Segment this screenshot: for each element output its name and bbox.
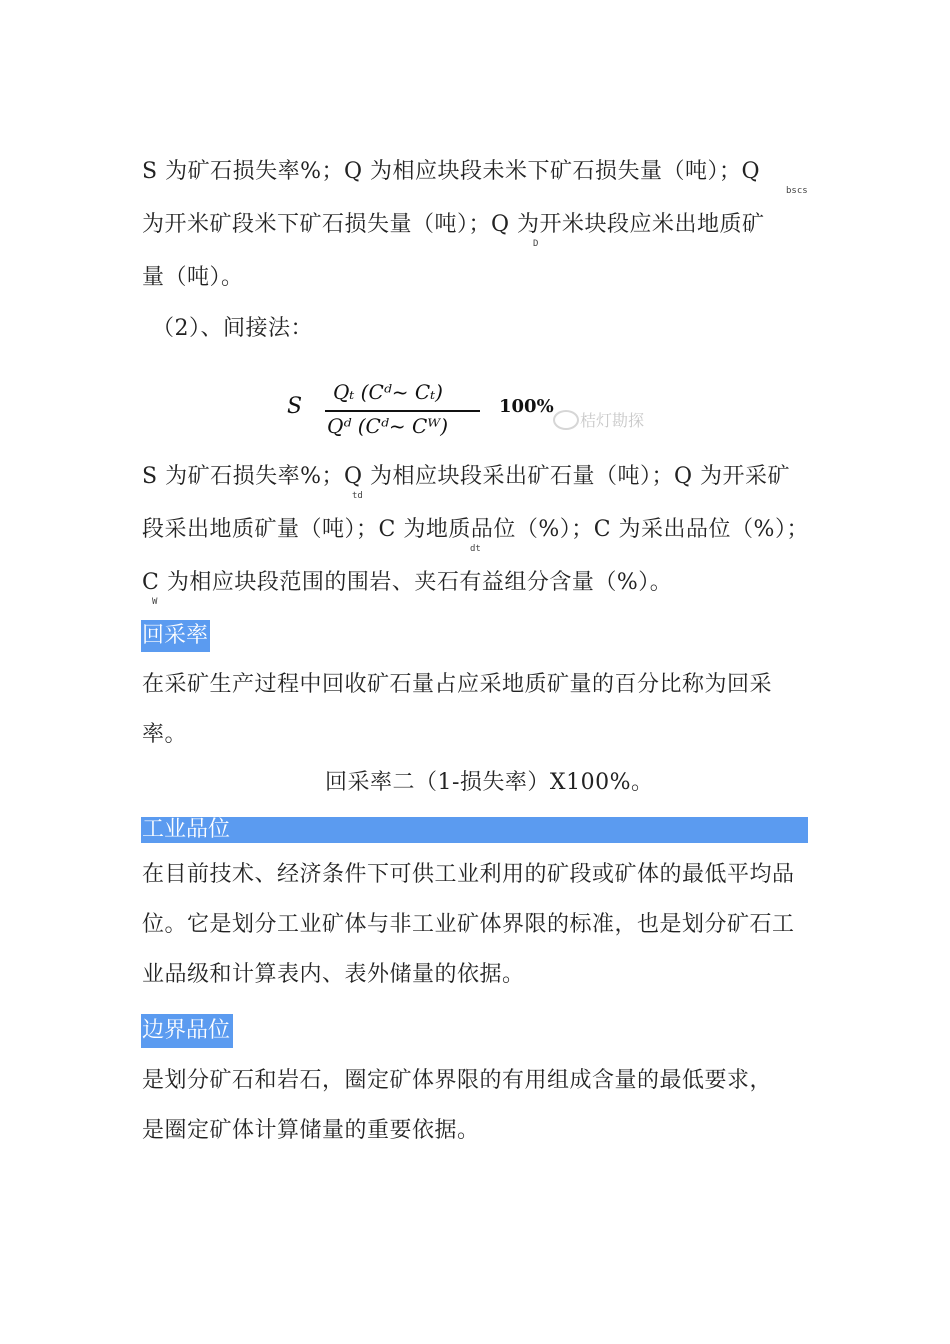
loss-rate-formula-image xyxy=(285,380,665,440)
text-line: 段采出地质矿量（吨）；C 为地质品位（%）；C 为采出品位（%）； xyxy=(142,517,809,542)
text-line: S 为矿石损失率%；Q 为相应块段未米下矿石损失量（吨）；Q xyxy=(142,159,761,184)
text-line: 在采矿生产过程中回收矿石量占应采地质矿量的百分比称为回采 xyxy=(142,672,773,697)
indirect-method-label: （2）、间接法： xyxy=(152,316,313,341)
recovery-formula: 回采率二（1-损失率）X100%。 xyxy=(325,770,654,795)
subscript-label: dt xyxy=(470,544,481,554)
subscript-label: D xyxy=(533,239,539,249)
text-line: S 为矿石损失率%；Q 为相应块段采出矿石量（吨）；Q 为开采矿 xyxy=(142,464,791,489)
formula-numerator: Qₜ (Cᵈ~ Cₜ) xyxy=(333,380,443,404)
text-line: 为开米矿段米下矿石损失量（吨）；Q 为开米块段应米出地质矿 xyxy=(142,212,765,237)
watermark-text: 桔灯勘探 xyxy=(580,411,645,430)
text-line: 率。 xyxy=(142,722,188,747)
formula-denominator: Qᵈ (Cᵈ~ Cᵂ) xyxy=(327,414,449,438)
subscript-label: bscs xyxy=(786,186,808,196)
section-heading-industrial-grade: 工业品位 xyxy=(141,817,808,843)
text-line: 在目前技术、经济条件下可供工业利用的矿段或矿体的最低平均品 xyxy=(142,862,795,887)
subscript-label: W xyxy=(152,597,158,607)
text-line: 量（吨）。 xyxy=(142,265,244,290)
section-heading-recovery: 回采率 xyxy=(141,620,210,652)
subscript-label: td xyxy=(352,491,363,501)
watermark-logo-icon xyxy=(553,410,579,430)
section-heading-cutoff-grade: 边界品位 xyxy=(141,1014,233,1048)
formula-lhs: S xyxy=(287,394,303,419)
text-line: 是划分矿石和岩石，圈定矿体界限的有用组成含量的最低要求， xyxy=(142,1068,773,1093)
text-line: 业品级和计算表内、表外储量的依据。 xyxy=(142,962,525,987)
text-line: C 为相应块段范围的围岩、夹石有益组分含量（%）。 xyxy=(142,570,673,595)
fraction-bar xyxy=(325,410,480,412)
text-line: 是圈定矿体计算储量的重要依据。 xyxy=(142,1118,480,1143)
formula-percent: 100% xyxy=(499,396,554,417)
text-line: 位。它是划分工业矿体与非工业矿体界限的标准，也是划分矿石工 xyxy=(142,912,795,937)
